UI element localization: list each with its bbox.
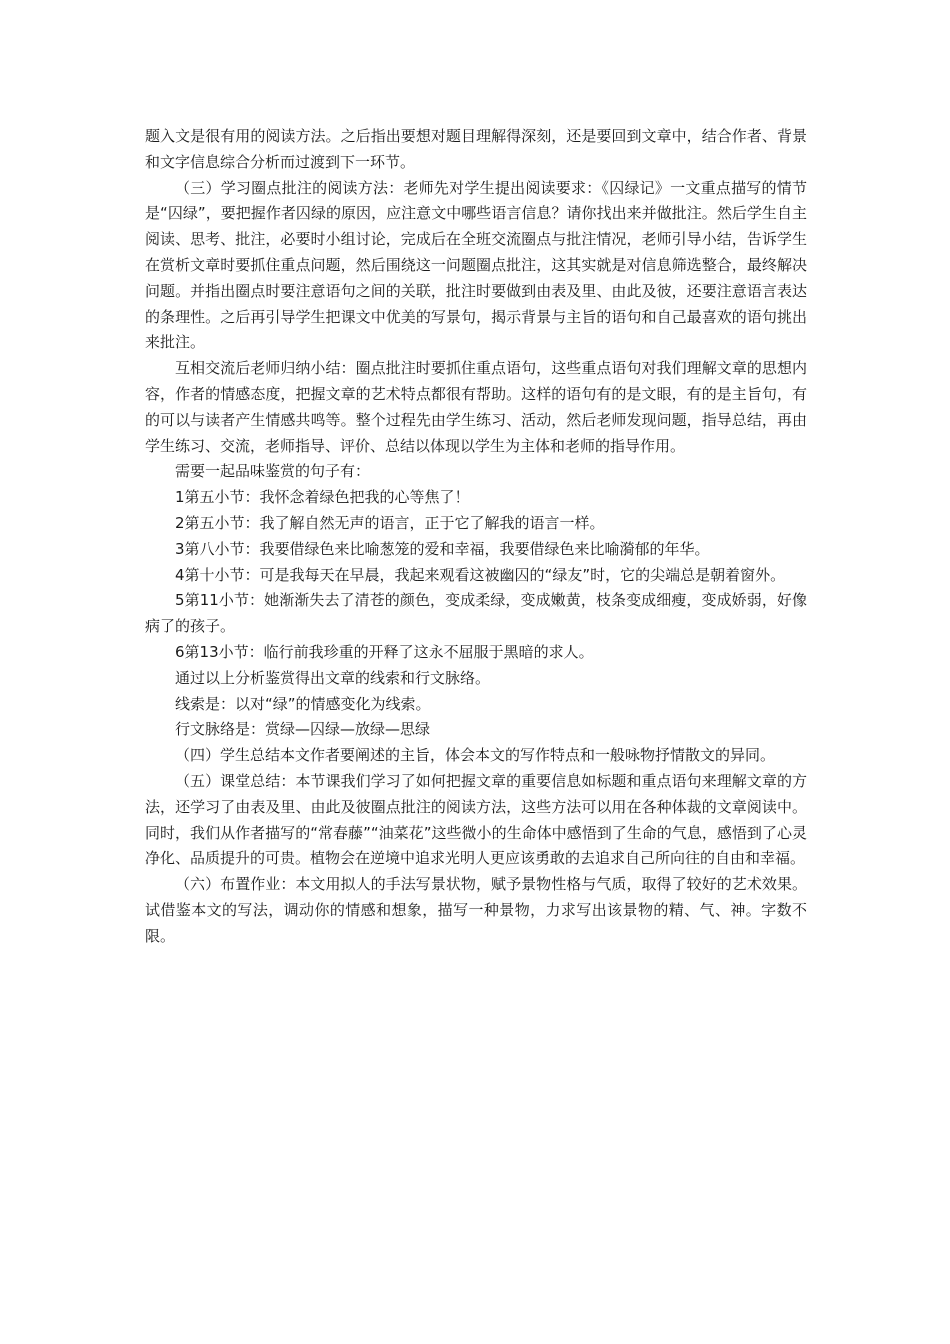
- paragraph-intro-continuation: 题入文是很有用的阅读方法。之后指出要想对题目理解得深刻，还是要回到文章中，结合作者、背景和文字信息综合分析而过渡到下一环节。: [145, 127, 807, 171]
- sentence-item-4: 4第十小节：可是我每天在早晨，我起来观看这被幽囚的“绿友”时，它的尖端总是朝着窗外。: [175, 565, 786, 584]
- sentence-item-3: 3第八小节：我要借绿色来比喻葱笼的爱和幸福，我要借绿色来比喻漪郁的年华。: [175, 539, 710, 558]
- paragraph-summary: 互相交流后老师归纳小结：圈点批注时要抓住重点语句，这些重点语句对我们理解文章的思想内容，作者的情感态度，把握文章的艺术特点都很有帮助。这样的语句有的是文眼，有的是主旨句，有的可以与读者产生情感共鸣等。整个过程先由学生练习、活动，然后老师发现问题，指导总结，再由学生练习、交流，老师指导、评价、总结以体现以学生为主体和老师的指导作用。: [145, 359, 807, 455]
- paragraph-section-six: （六）布置作业：本文用拟人的手法写景状物，赋予景物性格与气质，取得了较好的艺术效果。试借鉴本文的写法，调动你的情感和想象，描写一种景物，力求写出该景物的精、气、神。字数不限。: [145, 875, 807, 945]
- sentence-item-5: 5第11小节：她渐渐失去了清苍的颜色，变成柔绿，变成嫩黄，枝条变成细瘦，变成娇弱，好像病了的孩子。: [145, 591, 807, 636]
- paragraph-structure: 行文脉络是：赏绿—囚绿—放绿—思绿: [175, 720, 431, 739]
- paragraph-clue: 线索是：以对“绿”的情感变化为线索。: [175, 694, 431, 713]
- sentence-item-2: 2第五小节：我了解自然无声的语言，正于它了解我的语言一样。: [175, 513, 605, 532]
- sentence-item-1: 1第五小节：我怀念着绿色把我的心等焦了！: [175, 488, 470, 507]
- document-body: [145, 124, 807, 950]
- paragraph-section-five: （五）课堂总结：本节课我们学习了如何把握文章的重要信息如标题和重点语句来理解文章的方法，还学习了由表及里、由此及彼圈点批注的阅读方法，这些方法可以用在各种体裁的文章阅读中。同时，我们从作者描写的“常春藤”“油菜花”这些微小的生命体中感悟到了生命的气息，感悟到了心灵净化、品质提升的可贵。植物会在逆境中追求光明人更应该勇敢的去追求自己所向往的自由和幸福。: [145, 771, 807, 868]
- paragraph-sentences-intro: 需要一起品味鉴赏的句子有：: [175, 462, 371, 481]
- paragraph-section-three: （三）学习圈点批注的阅读方法：老师先对学生提出阅读要求：《囚绿记》一文重点描写的情节是“囚绿”，要把握作者囚绿的原因，应注意文中哪些语言信息？请你找出来并做批注。然后学生自主阅读、思考、批注，必要时小组讨论，完成后在全班交流圈点与批注情况，老师引导小结，告诉学生在赏析文章时要抓住重点问题，然后围绕这一问题圈点批注，这其实就是对信息筛选整合，最终解决问题。并指出圈点时要注意语句之间的关联，批注时要做到由表及里、由此及彼，还要注意语言表达的条理性。之后再引导学生把课文中优美的写景句，揭示背景与主旨的语句和自己最喜欢的语句挑出来批注。: [145, 178, 807, 352]
- paragraph-analysis-result: 通过以上分析鉴赏得出文章的线索和行文脉络。: [175, 668, 491, 687]
- paragraph-section-four: （四）学生总结本文作者要阐述的主旨，体会本文的写作特点和一般咏物抒情散文的异同。: [175, 746, 776, 765]
- sentence-item-6: 6第13小节：临行前我珍重的开释了这永不屈服于黑暗的求人。: [175, 642, 594, 661]
